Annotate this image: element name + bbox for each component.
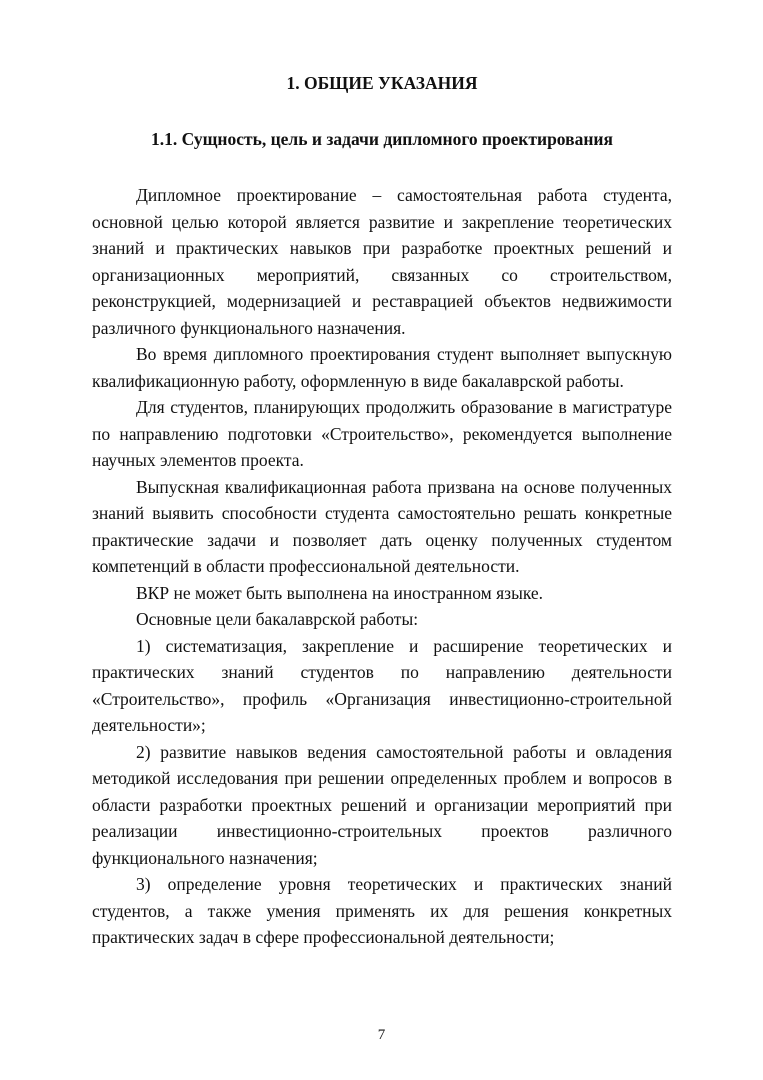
list-item: 1) систематизация, закрепление и расширение теоретических и практических знаний студентов по направлению деятельности «Строительство», профиль «Организация инвестиционно-строительной деятельности»; [92, 635, 672, 735]
section-title: 1.1. Сущность, цель и задачи дипломного проектирования [151, 129, 613, 149]
page-content [92, 70, 672, 951]
paragraph: Для студентов, планирующих продолжить образование в магистратуре по направлению подготовки «Строительство», рекомендуется выполнение научных элементов проекта. [92, 397, 672, 470]
chapter-title: 1. ОБЩИЕ УКАЗАНИЯ [286, 73, 478, 93]
body-text [92, 182, 672, 951]
paragraph: ВКР не может быть выполнена на иностранном языке. [136, 582, 544, 603]
paragraph: Во время дипломного проектирования студент выполняет выпускную квалификационную работу, оформленную в виде бакалаврской работы. [92, 344, 672, 391]
paragraph: Дипломное проектирование – самостоятельная работа студента, основной целью которой является развитие и закрепление теоретических знаний и практических навыков при разработке проектных решений и организационных мероприятий, связанных со строительством, реконструкцией, модернизацией и реставрацией объектов недвижимости различного функционального назначения. [92, 185, 672, 338]
page-number: 7 [377, 1027, 386, 1043]
paragraph: Основные цели бакалаврской работы: [136, 609, 419, 629]
list-item: 2) развитие навыков ведения самостоятельной работы и овладения методикой исследования при решении определенных проблем и вопросов в области разработки проектных решений и организации мероприятий при реализации инвестиционно-строительных проектов различного функционального назначения; [92, 741, 672, 868]
list-item: 3) определение уровня теоретических и практических знаний студентов, а также умения применять их для решения конкретных практических задач в сфере профессиональной деятельности; [92, 874, 672, 947]
paragraph: Выпускная квалификационная работа призвана на основе полученных знаний выявить способности студента самостоятельно решать конкретные практические задачи и позволяет дать оценку полученных студентом компетенций в области профессиональной деятельности. [92, 476, 672, 576]
